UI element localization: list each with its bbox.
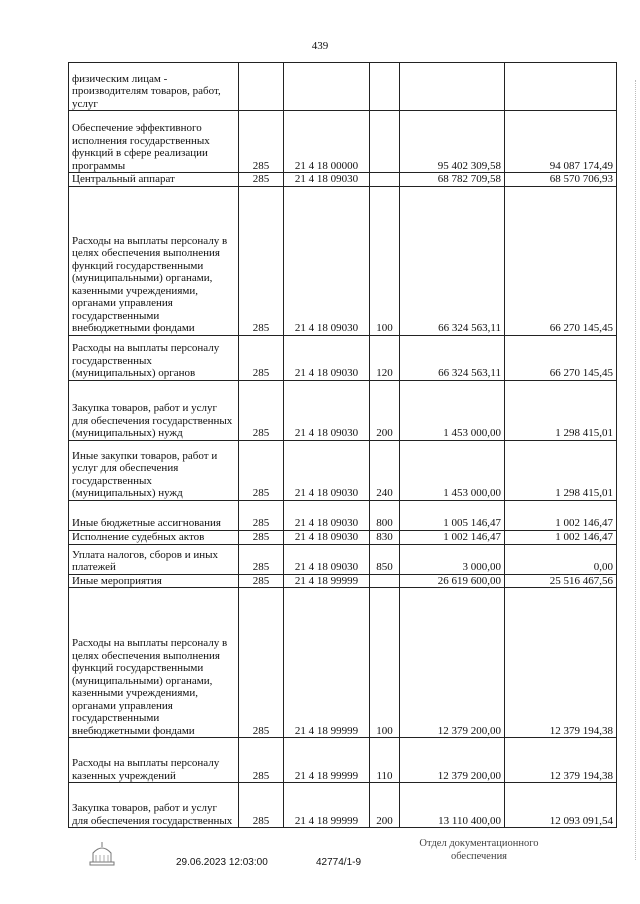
- row-expense-type-cell: 100: [370, 588, 400, 738]
- row-code-cell: [239, 63, 284, 111]
- row-executed-amount-cell: 1 002 146,47: [505, 500, 617, 530]
- row-name-cell: Иные бюджетные ассигнования: [69, 500, 239, 530]
- row-executed-amount-cell: [505, 63, 617, 111]
- row-target-article-cell: 21 4 18 09030: [284, 335, 370, 380]
- row-executed-amount-cell: 12 379 194,38: [505, 588, 617, 738]
- row-name-cell: Иные мероприятия: [69, 574, 239, 588]
- row-code-cell: 285: [239, 440, 284, 500]
- footer-date: 29.06.2023 12:03:00: [176, 857, 268, 868]
- row-expense-type-cell: 120: [370, 335, 400, 380]
- stamp-line-1: Отдел документационного: [419, 838, 539, 849]
- row-target-article-cell: 21 4 18 09030: [284, 530, 370, 544]
- table-row: [69, 380, 617, 440]
- row-name-cell: Закупка товаров, работ и услуг для обеспечения государственных: [69, 783, 239, 828]
- row-target-article-cell: 21 4 18 99999: [284, 574, 370, 588]
- footer-document-number: 42774/1-9: [316, 857, 362, 868]
- row-target-article-cell: 21 4 18 09030: [284, 173, 370, 187]
- table-row: [69, 500, 617, 530]
- row-code-cell: 285: [239, 530, 284, 544]
- row-planned-amount-cell: 68 782 709,58: [400, 173, 505, 187]
- row-expense-type-cell: 830: [370, 530, 400, 544]
- row-planned-amount-cell: 1 453 000,00: [400, 440, 505, 500]
- row-code-cell: 285: [239, 186, 284, 335]
- duma-emblem-icon: [84, 838, 120, 868]
- row-target-article-cell: 21 4 18 09030: [284, 440, 370, 500]
- table-row: [69, 186, 617, 335]
- row-expense-type-cell: [370, 111, 400, 173]
- row-name-cell: Уплата налогов, сборов и иных платежей: [69, 544, 239, 574]
- row-planned-amount-cell: 66 324 563,11: [400, 335, 505, 380]
- row-expense-type-cell: [370, 574, 400, 588]
- row-target-article-cell: [284, 63, 370, 111]
- row-executed-amount-cell: 0,00: [505, 544, 617, 574]
- row-executed-amount-cell: 1 298 415,01: [505, 380, 617, 440]
- table-row: [69, 588, 617, 738]
- row-expense-type-cell: [370, 173, 400, 187]
- row-executed-amount-cell: 12 379 194,38: [505, 738, 617, 783]
- row-code-cell: 285: [239, 335, 284, 380]
- row-code-cell: 285: [239, 738, 284, 783]
- row-expense-type-cell: 110: [370, 738, 400, 783]
- row-target-article-cell: 21 4 18 99999: [284, 588, 370, 738]
- row-planned-amount-cell: 1 453 000,00: [400, 380, 505, 440]
- row-target-article-cell: 21 4 18 09030: [284, 186, 370, 335]
- row-code-cell: 285: [239, 111, 284, 173]
- row-executed-amount-cell: 94 087 174,49: [505, 111, 617, 173]
- table-row: [69, 111, 617, 173]
- department-stamp: [404, 837, 554, 863]
- row-expense-type-cell: 200: [370, 380, 400, 440]
- row-expense-type-cell: 200: [370, 783, 400, 828]
- row-name-cell: Расходы на выплаты персоналу в целях обеспечения выполнения функций государственными (муниципальными) органами, казенными учреждениями, органами управления государственными внебюджетными фондами: [69, 186, 239, 335]
- row-name-cell: Закупка товаров, работ и услуг для обеспечения государственных (муниципальных) нужд: [69, 380, 239, 440]
- budget-table: [68, 62, 617, 828]
- page-number: 439: [311, 40, 329, 52]
- row-executed-amount-cell: 1 298 415,01: [505, 440, 617, 500]
- row-target-article-cell: 21 4 18 09030: [284, 380, 370, 440]
- table-row: [69, 63, 617, 111]
- row-executed-amount-cell: 12 093 091,54: [505, 783, 617, 828]
- row-name-cell: Центральный аппарат: [69, 173, 239, 187]
- row-planned-amount-cell: 13 110 400,00: [400, 783, 505, 828]
- table-row: [69, 173, 617, 187]
- row-code-cell: 285: [239, 783, 284, 828]
- table-row: [69, 335, 617, 380]
- table-row: [69, 783, 617, 828]
- row-name-cell: Расходы на выплаты персоналу государственных (муниципальных) органов: [69, 335, 239, 380]
- table-row: [69, 544, 617, 574]
- row-executed-amount-cell: 25 516 467,56: [505, 574, 617, 588]
- row-planned-amount-cell: 1 002 146,47: [400, 530, 505, 544]
- row-expense-type-cell: 850: [370, 544, 400, 574]
- row-executed-amount-cell: 66 270 145,45: [505, 335, 617, 380]
- table-row: [69, 738, 617, 783]
- row-code-cell: 285: [239, 500, 284, 530]
- row-planned-amount-cell: 26 619 600,00: [400, 574, 505, 588]
- row-code-cell: 285: [239, 173, 284, 187]
- row-target-article-cell: 21 4 18 09030: [284, 500, 370, 530]
- row-name-cell: Расходы на выплаты персоналу в целях обеспечения выполнения функций государственными (муниципальными) органами, казенными учреждениями, органами управления государственными внебюджетными фондами: [69, 588, 239, 738]
- row-expense-type-cell: [370, 63, 400, 111]
- row-expense-type-cell: 100: [370, 186, 400, 335]
- row-target-article-cell: 21 4 18 09030: [284, 544, 370, 574]
- row-name-cell: физическим лицам - производителям товаров, работ, услуг: [69, 63, 239, 111]
- table-row: [69, 530, 617, 544]
- row-code-cell: 285: [239, 588, 284, 738]
- row-code-cell: 285: [239, 574, 284, 588]
- row-target-article-cell: 21 4 18 99999: [284, 738, 370, 783]
- table-row: [69, 440, 617, 500]
- row-executed-amount-cell: 68 570 706,93: [505, 173, 617, 187]
- row-planned-amount-cell: 12 379 200,00: [400, 588, 505, 738]
- row-name-cell: Исполнение судебных актов: [69, 530, 239, 544]
- row-planned-amount-cell: 66 324 563,11: [400, 186, 505, 335]
- row-planned-amount-cell: [400, 63, 505, 111]
- row-executed-amount-cell: 66 270 145,45: [505, 186, 617, 335]
- row-executed-amount-cell: 1 002 146,47: [505, 530, 617, 544]
- row-code-cell: 285: [239, 380, 284, 440]
- table-row: [69, 574, 617, 588]
- row-planned-amount-cell: 3 000,00: [400, 544, 505, 574]
- row-planned-amount-cell: 95 402 309,58: [400, 111, 505, 173]
- row-name-cell: Расходы на выплаты персоналу казенных учреждений: [69, 738, 239, 783]
- row-target-article-cell: 21 4 18 99999: [284, 783, 370, 828]
- row-name-cell: Обеспечение эффективного исполнения государственных функций в сфере реализации программы: [69, 111, 239, 173]
- row-expense-type-cell: 800: [370, 500, 400, 530]
- budget-table-body: [69, 63, 617, 828]
- row-name-cell: Иные закупки товаров, работ и услуг для обеспечения государственных (муниципальных) нужд: [69, 440, 239, 500]
- row-code-cell: 285: [239, 544, 284, 574]
- row-planned-amount-cell: 1 005 146,47: [400, 500, 505, 530]
- row-expense-type-cell: 240: [370, 440, 400, 500]
- row-planned-amount-cell: 12 379 200,00: [400, 738, 505, 783]
- row-target-article-cell: 21 4 18 00000: [284, 111, 370, 173]
- scan-edge-line: [633, 80, 636, 860]
- stamp-line-2: обеспечения: [450, 851, 508, 862]
